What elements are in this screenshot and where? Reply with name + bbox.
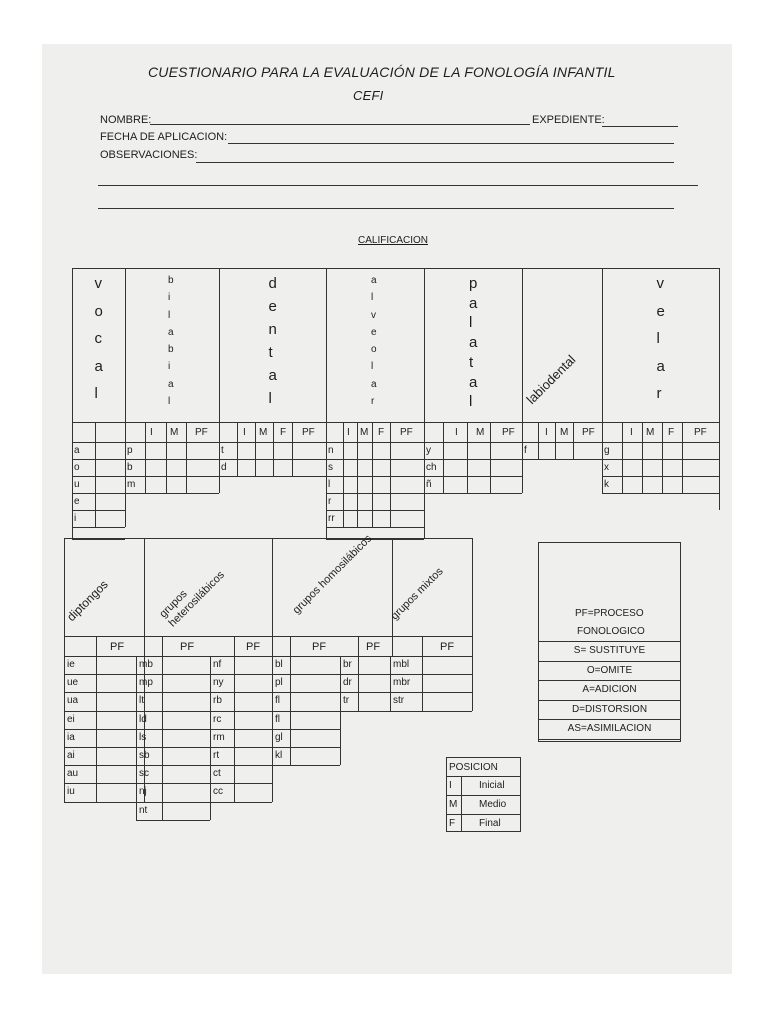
bilabial-col-line xyxy=(145,422,146,493)
homo1-row-line xyxy=(272,747,340,748)
hetero1-item: lt xyxy=(139,695,144,707)
vocal-letter: c xyxy=(94,330,102,348)
bilabial-col-line xyxy=(125,422,126,493)
posicion-value: Final xyxy=(479,818,501,829)
alveolar-left xyxy=(326,422,327,539)
velar-sound: x xyxy=(604,462,609,473)
alveolar-letter: v xyxy=(371,309,376,321)
calificacion-heading: CALIFICACION xyxy=(358,235,429,246)
vocal-sound: i xyxy=(74,513,77,524)
bilabial-letter: b xyxy=(168,344,174,355)
fecha-label: FECHA DE APLICACION: xyxy=(100,131,228,143)
alveolar-letter: r xyxy=(371,395,375,407)
diptongos-row-line xyxy=(64,674,144,675)
hetero1-item: sb xyxy=(139,750,150,761)
hetero1-item: mb xyxy=(139,659,153,670)
bottom-group-divider xyxy=(144,538,145,656)
palatal-row-line xyxy=(424,459,522,460)
posicion-key: M xyxy=(449,799,458,810)
hetero1-item: nj xyxy=(139,786,147,798)
pf-label-o1: PF xyxy=(312,641,327,653)
bilabial-letter: a xyxy=(168,378,174,390)
dental-col-M: M xyxy=(259,427,268,438)
homo2-item: tr xyxy=(343,695,350,707)
homo2-item: dr xyxy=(343,677,352,689)
labiodental-col-PF: PF xyxy=(582,427,595,438)
legend-row: A=ADICION xyxy=(582,684,637,695)
diptongos-row-line xyxy=(64,692,144,693)
diptongos-header: diptongos xyxy=(64,577,111,624)
hetero1-item: nt xyxy=(139,804,148,816)
diptongos-item: ai xyxy=(67,750,75,761)
labiodental-col-line xyxy=(538,422,539,459)
velar-col-line xyxy=(682,422,683,493)
alveolar-sound: rr xyxy=(328,513,335,524)
alveolar-col-line xyxy=(357,422,358,527)
posicion-title: POSICION xyxy=(449,762,498,773)
dental-sound: d xyxy=(221,462,227,473)
velar-letter: l xyxy=(656,330,660,348)
legend-line xyxy=(538,641,681,642)
bilabial-col-I: I xyxy=(150,427,153,438)
bottom-group-divider xyxy=(64,538,65,656)
group-divider xyxy=(219,268,220,442)
observaciones-line-2[interactable] xyxy=(98,185,698,186)
velar-col-F: F xyxy=(668,427,675,438)
hetero2-row-line xyxy=(210,674,272,675)
pf-label-mx: PF xyxy=(440,641,455,653)
labiodental-col-line xyxy=(522,422,523,459)
palatal-letter: a xyxy=(469,334,478,352)
palatal-sound: ñ xyxy=(426,479,432,490)
diptongos-row-line xyxy=(64,783,144,784)
diptongos-row-line xyxy=(64,765,144,766)
alveolar-right xyxy=(424,422,425,539)
dental-col-line xyxy=(273,422,274,476)
legend-row: D=DISTORSION xyxy=(571,703,648,715)
posicion-line xyxy=(446,776,521,777)
dental-letter: n xyxy=(268,321,277,338)
homo2-mid xyxy=(358,656,359,711)
alveolar-col-F: F xyxy=(378,427,385,438)
posicion-line xyxy=(446,795,521,796)
bottom-sub-line xyxy=(64,656,472,657)
homo1-item: gl xyxy=(275,731,283,743)
vocal-row-line xyxy=(72,493,125,494)
dental-col-line xyxy=(255,422,256,476)
vocal-sound: e xyxy=(74,496,80,507)
vocal-bottom xyxy=(72,539,125,540)
bilabial-letter: a xyxy=(168,326,174,338)
hetero1-left xyxy=(136,656,137,820)
alveolar-letter: a xyxy=(371,378,377,390)
palatal-row-line xyxy=(424,476,522,477)
bilabial-row-line xyxy=(125,476,219,477)
bilabial-letter: l xyxy=(168,395,171,407)
mixtos-item: str xyxy=(393,695,405,707)
posicion-divider xyxy=(461,776,462,832)
legend-line xyxy=(538,680,681,681)
dental-letter: a xyxy=(268,367,277,384)
pf-label-o2: PF xyxy=(366,641,381,653)
hetero1-row-line xyxy=(136,820,210,821)
hetero2-row-line xyxy=(210,711,272,712)
bottom-top-border xyxy=(64,538,472,539)
homo1-item: bl xyxy=(275,659,283,670)
mixtos-mid xyxy=(422,656,423,711)
legend-line xyxy=(538,700,681,701)
velar-letter: v xyxy=(656,275,664,292)
velar-letter: e xyxy=(656,302,665,320)
hetero1-item: ld xyxy=(139,713,147,725)
velar-col-I: I xyxy=(630,427,633,438)
labiodental-sound: f xyxy=(524,445,527,456)
diptongos-row-line xyxy=(64,711,144,712)
dental-row-line xyxy=(219,476,326,477)
velar-col-line xyxy=(662,422,663,493)
group-divider xyxy=(125,268,126,442)
alveolar-letter: a xyxy=(371,275,377,286)
palatal-letter: t xyxy=(469,353,474,371)
paper-sheet xyxy=(42,44,732,974)
bilabial-col-line xyxy=(166,422,167,493)
bottom-group-divider xyxy=(472,538,473,656)
alveolar-letter: l xyxy=(371,361,374,373)
hetero1-item: sc xyxy=(139,768,149,780)
alveolar-letter: e xyxy=(371,326,377,338)
vocal-sound: a xyxy=(74,445,80,456)
velar-sound: g xyxy=(604,445,610,456)
palatal-letter: l xyxy=(469,314,473,332)
bilabial-row-line xyxy=(125,493,219,494)
dental-col-PF: PF xyxy=(302,427,315,438)
labiodental-row-line xyxy=(522,459,602,460)
dental-col-F: F xyxy=(280,427,287,438)
observaciones-line-3[interactable] xyxy=(98,208,674,209)
hetero2-item: rt xyxy=(213,750,220,761)
palatal-sound: y xyxy=(426,445,431,456)
hetero2-row-line xyxy=(210,692,272,693)
alveolar-col-PF: PF xyxy=(400,427,413,438)
top-table-border xyxy=(72,268,719,269)
hetero2-row-line xyxy=(210,765,272,766)
pf-col-line xyxy=(422,636,423,656)
pf-label-diptongos: PF xyxy=(110,641,125,653)
hetero1-row-line xyxy=(136,692,210,693)
vocal-letter: v xyxy=(94,275,102,292)
legend-title-2: FONOLOGICO xyxy=(577,626,645,637)
dental-letter: l xyxy=(268,390,272,407)
alveolar-sound: r xyxy=(328,496,332,507)
palatal-letter: a xyxy=(469,294,478,312)
velar-row-line xyxy=(602,476,719,477)
hetero2-item: ct xyxy=(213,768,221,780)
velar-letter: r xyxy=(656,385,662,403)
alveolar-row-line xyxy=(326,459,424,460)
bottom-header-line xyxy=(64,636,472,637)
labiodental-col-line xyxy=(555,422,556,459)
velar-row-line xyxy=(602,493,719,494)
mixtos-item: mbr xyxy=(393,677,411,689)
alveolar-sound: s xyxy=(328,462,333,473)
labiodental-col-M: M xyxy=(560,427,569,438)
palatal-col-PF: PF xyxy=(502,427,515,438)
homo2-row-line xyxy=(340,711,390,712)
dental-letter: d xyxy=(268,275,277,292)
bilabial-letter: l xyxy=(168,309,171,321)
homo1-row-line xyxy=(272,692,340,693)
hetero2-item: rc xyxy=(213,713,222,725)
hetero1-row-line xyxy=(136,729,210,730)
bilabial-letter: i xyxy=(168,292,171,304)
bilabial-sound: b xyxy=(127,462,133,473)
velar-row-line xyxy=(602,459,719,460)
expediente-label: EXPEDIENTE: xyxy=(532,114,605,126)
homo1-row-line xyxy=(272,674,340,675)
homo1-item: pl xyxy=(275,677,283,689)
dental-col-I: I xyxy=(243,427,246,438)
nombre-label: NOMBRE: xyxy=(100,114,152,126)
palatal-col-I: I xyxy=(455,427,458,438)
posicion-key: I xyxy=(449,780,452,791)
bilabial-letter: b xyxy=(168,275,174,286)
hetero1-row-line xyxy=(136,747,210,748)
bilabial-sound: m xyxy=(127,479,136,490)
dental-letter: t xyxy=(268,344,273,361)
diptongos-item: ue xyxy=(67,677,79,689)
vocal-row-line xyxy=(72,476,125,477)
bilabial-sound: p xyxy=(127,445,133,456)
diptongos-item: au xyxy=(67,768,79,780)
hetero2-row-line xyxy=(210,783,272,784)
velar-sound: k xyxy=(604,479,609,490)
mixtos-item: mbl xyxy=(393,659,410,670)
vocal-letter: a xyxy=(94,357,103,375)
mixtos-row-line xyxy=(390,674,472,675)
palatal-row-line xyxy=(424,493,522,494)
alveolar-col-line xyxy=(372,422,373,527)
hetero2-row-line xyxy=(210,729,272,730)
alveolar-row-line xyxy=(326,527,424,528)
hetero2-item: ny xyxy=(213,677,224,689)
dental-sound: t xyxy=(221,445,224,456)
hetero-header: grupos heterosilábicos xyxy=(157,569,228,630)
mixtos-header: grupos mixtos xyxy=(388,565,446,623)
alveolar-sound: n xyxy=(328,445,334,456)
mixtos-row-line xyxy=(390,711,472,712)
posicion-value: Inicial xyxy=(479,780,505,791)
pf-col-line xyxy=(290,636,291,656)
palatal-col-line xyxy=(467,422,468,493)
bilabial-letter: i xyxy=(168,361,171,373)
document-subtitle: CEFI xyxy=(353,88,384,103)
vocal-row-line xyxy=(72,459,125,460)
vocal-row-line xyxy=(72,527,125,528)
velar-col-M: M xyxy=(646,427,655,438)
palatal-letter: l xyxy=(469,393,473,411)
velar-letter: a xyxy=(656,357,665,375)
hetero1-row-line xyxy=(136,802,210,803)
homo-header: grupos homosilábicos xyxy=(290,532,375,617)
homo2-item: br xyxy=(343,659,352,670)
vocal-sound: o xyxy=(74,462,80,473)
legend-row: O=OMITE xyxy=(586,664,633,676)
hetero2-item: rb xyxy=(213,695,222,707)
homo1-row-line xyxy=(272,711,340,712)
bilabial-col-line xyxy=(186,422,187,493)
diptongos-row-line xyxy=(64,729,144,730)
hetero1-row-line xyxy=(136,783,210,784)
bottom-group-divider xyxy=(392,538,393,656)
vocal-sound: u xyxy=(74,479,80,490)
vocal-col-line xyxy=(95,422,96,527)
document-title: CUESTIONARIO PARA LA EVALUACIÓN DE LA FONOLOGÍA INFANTIL xyxy=(148,64,616,80)
pf-col-line xyxy=(162,636,163,656)
palatal-col-line xyxy=(490,422,491,493)
labiodental-col-line xyxy=(573,422,574,459)
diptongos-row-line xyxy=(64,747,144,748)
homo2-row-line xyxy=(340,674,390,675)
homo1-item: fl xyxy=(275,713,280,725)
mixtos-right xyxy=(472,656,473,711)
homo1-row-line xyxy=(272,765,340,766)
palatal-col-line xyxy=(443,422,444,493)
alveolar-col-M: M xyxy=(360,427,369,438)
nombre-field[interactable] xyxy=(150,124,530,125)
legend-title-1: PF=PROCESO xyxy=(575,608,644,619)
homo2-left xyxy=(340,656,341,711)
homo2-row-line xyxy=(340,692,390,693)
legend-line xyxy=(538,739,681,740)
velar-col-PF: PF xyxy=(694,427,707,438)
alveolar-col-line xyxy=(390,422,391,527)
diptongos-item: iu xyxy=(67,786,75,798)
alveolar-sound: l xyxy=(328,479,331,490)
homo1-row-line xyxy=(272,729,340,730)
diptongos-item: ei xyxy=(67,713,75,725)
hetero1-item: mp xyxy=(139,677,153,689)
alveolar-row-line xyxy=(326,476,424,477)
mixtos-row-line xyxy=(390,692,472,693)
hetero1-mid xyxy=(162,656,163,820)
legend-row: AS=ASIMILACION xyxy=(567,723,652,734)
posicion-line xyxy=(446,814,521,815)
palatal-sound: ch xyxy=(426,462,437,473)
observaciones-field[interactable] xyxy=(196,162,674,163)
dental-row-line xyxy=(219,459,326,460)
hetero2-item: nf xyxy=(213,659,222,670)
vocal-row-line xyxy=(72,510,125,511)
diptongos-row-line xyxy=(64,802,144,803)
pf-label-h2: PF xyxy=(246,641,261,653)
alveolar-row-line xyxy=(326,493,424,494)
bilabial-col-PF: PF xyxy=(195,427,208,438)
pf-label-h1: PF xyxy=(180,641,195,653)
vocal-letter: o xyxy=(94,302,103,320)
legend-line xyxy=(538,661,681,662)
dental-col-line xyxy=(219,422,220,476)
legend-line xyxy=(538,719,681,720)
bottom-group-divider xyxy=(272,538,273,656)
diptongos-item: ua xyxy=(67,695,79,707)
diptongos-item: ie xyxy=(67,659,75,670)
group-divider xyxy=(602,268,603,442)
dental-col-line xyxy=(292,422,293,476)
vocal-col-line xyxy=(72,422,73,527)
hetero1-row-line xyxy=(136,711,210,712)
bilabial-col-M: M xyxy=(170,427,179,438)
velar-col-line xyxy=(602,422,603,493)
hetero1-row-line xyxy=(136,674,210,675)
alveolar-row-line xyxy=(326,510,424,511)
palatal-letter: a xyxy=(469,373,478,391)
palatal-col-M: M xyxy=(476,427,485,438)
hetero2-item: rm xyxy=(213,731,225,743)
expediente-field[interactable] xyxy=(602,126,678,127)
group-divider xyxy=(424,268,425,442)
hetero2-row-line xyxy=(210,802,272,803)
posicion-key: F xyxy=(449,818,456,829)
bilabial-row-line xyxy=(125,459,219,460)
hetero2-item: cc xyxy=(213,786,223,798)
hetero1-row-line xyxy=(136,765,210,766)
posicion-value: Medio xyxy=(479,799,507,810)
homo1-item: kl xyxy=(275,750,283,761)
hetero2-row-line xyxy=(210,747,272,748)
observaciones-label: OBSERVACIONES: xyxy=(100,149,198,161)
legend-row: S= SUSTITUYE xyxy=(573,645,646,656)
pf-col-line xyxy=(358,636,359,656)
hetero1-item: ls xyxy=(139,731,147,743)
vocal-letter: l xyxy=(94,385,98,403)
group-divider xyxy=(522,268,523,442)
alveolar-letter: l xyxy=(371,292,374,304)
alveolar-letter: o xyxy=(371,344,377,355)
labiodental-col-I: I xyxy=(545,427,548,438)
dental-col-line xyxy=(237,422,238,476)
alveolar-col-I: I xyxy=(347,427,350,438)
pf-col-line xyxy=(96,636,97,656)
group-divider xyxy=(326,268,327,442)
velar-col-line xyxy=(622,422,623,493)
homo1-item: fl xyxy=(275,695,280,707)
velar-col-line xyxy=(642,422,643,493)
pf-col-line xyxy=(234,636,235,656)
fecha-field[interactable] xyxy=(228,143,674,144)
mixtos-left xyxy=(390,656,391,711)
velar-col-line xyxy=(719,422,720,493)
dental-letter: e xyxy=(268,298,277,315)
alveolar-col-line xyxy=(343,422,344,527)
labiodental-header: labiodental xyxy=(523,351,579,407)
diptongos-item: ia xyxy=(67,731,75,743)
palatal-letter: p xyxy=(469,275,478,292)
